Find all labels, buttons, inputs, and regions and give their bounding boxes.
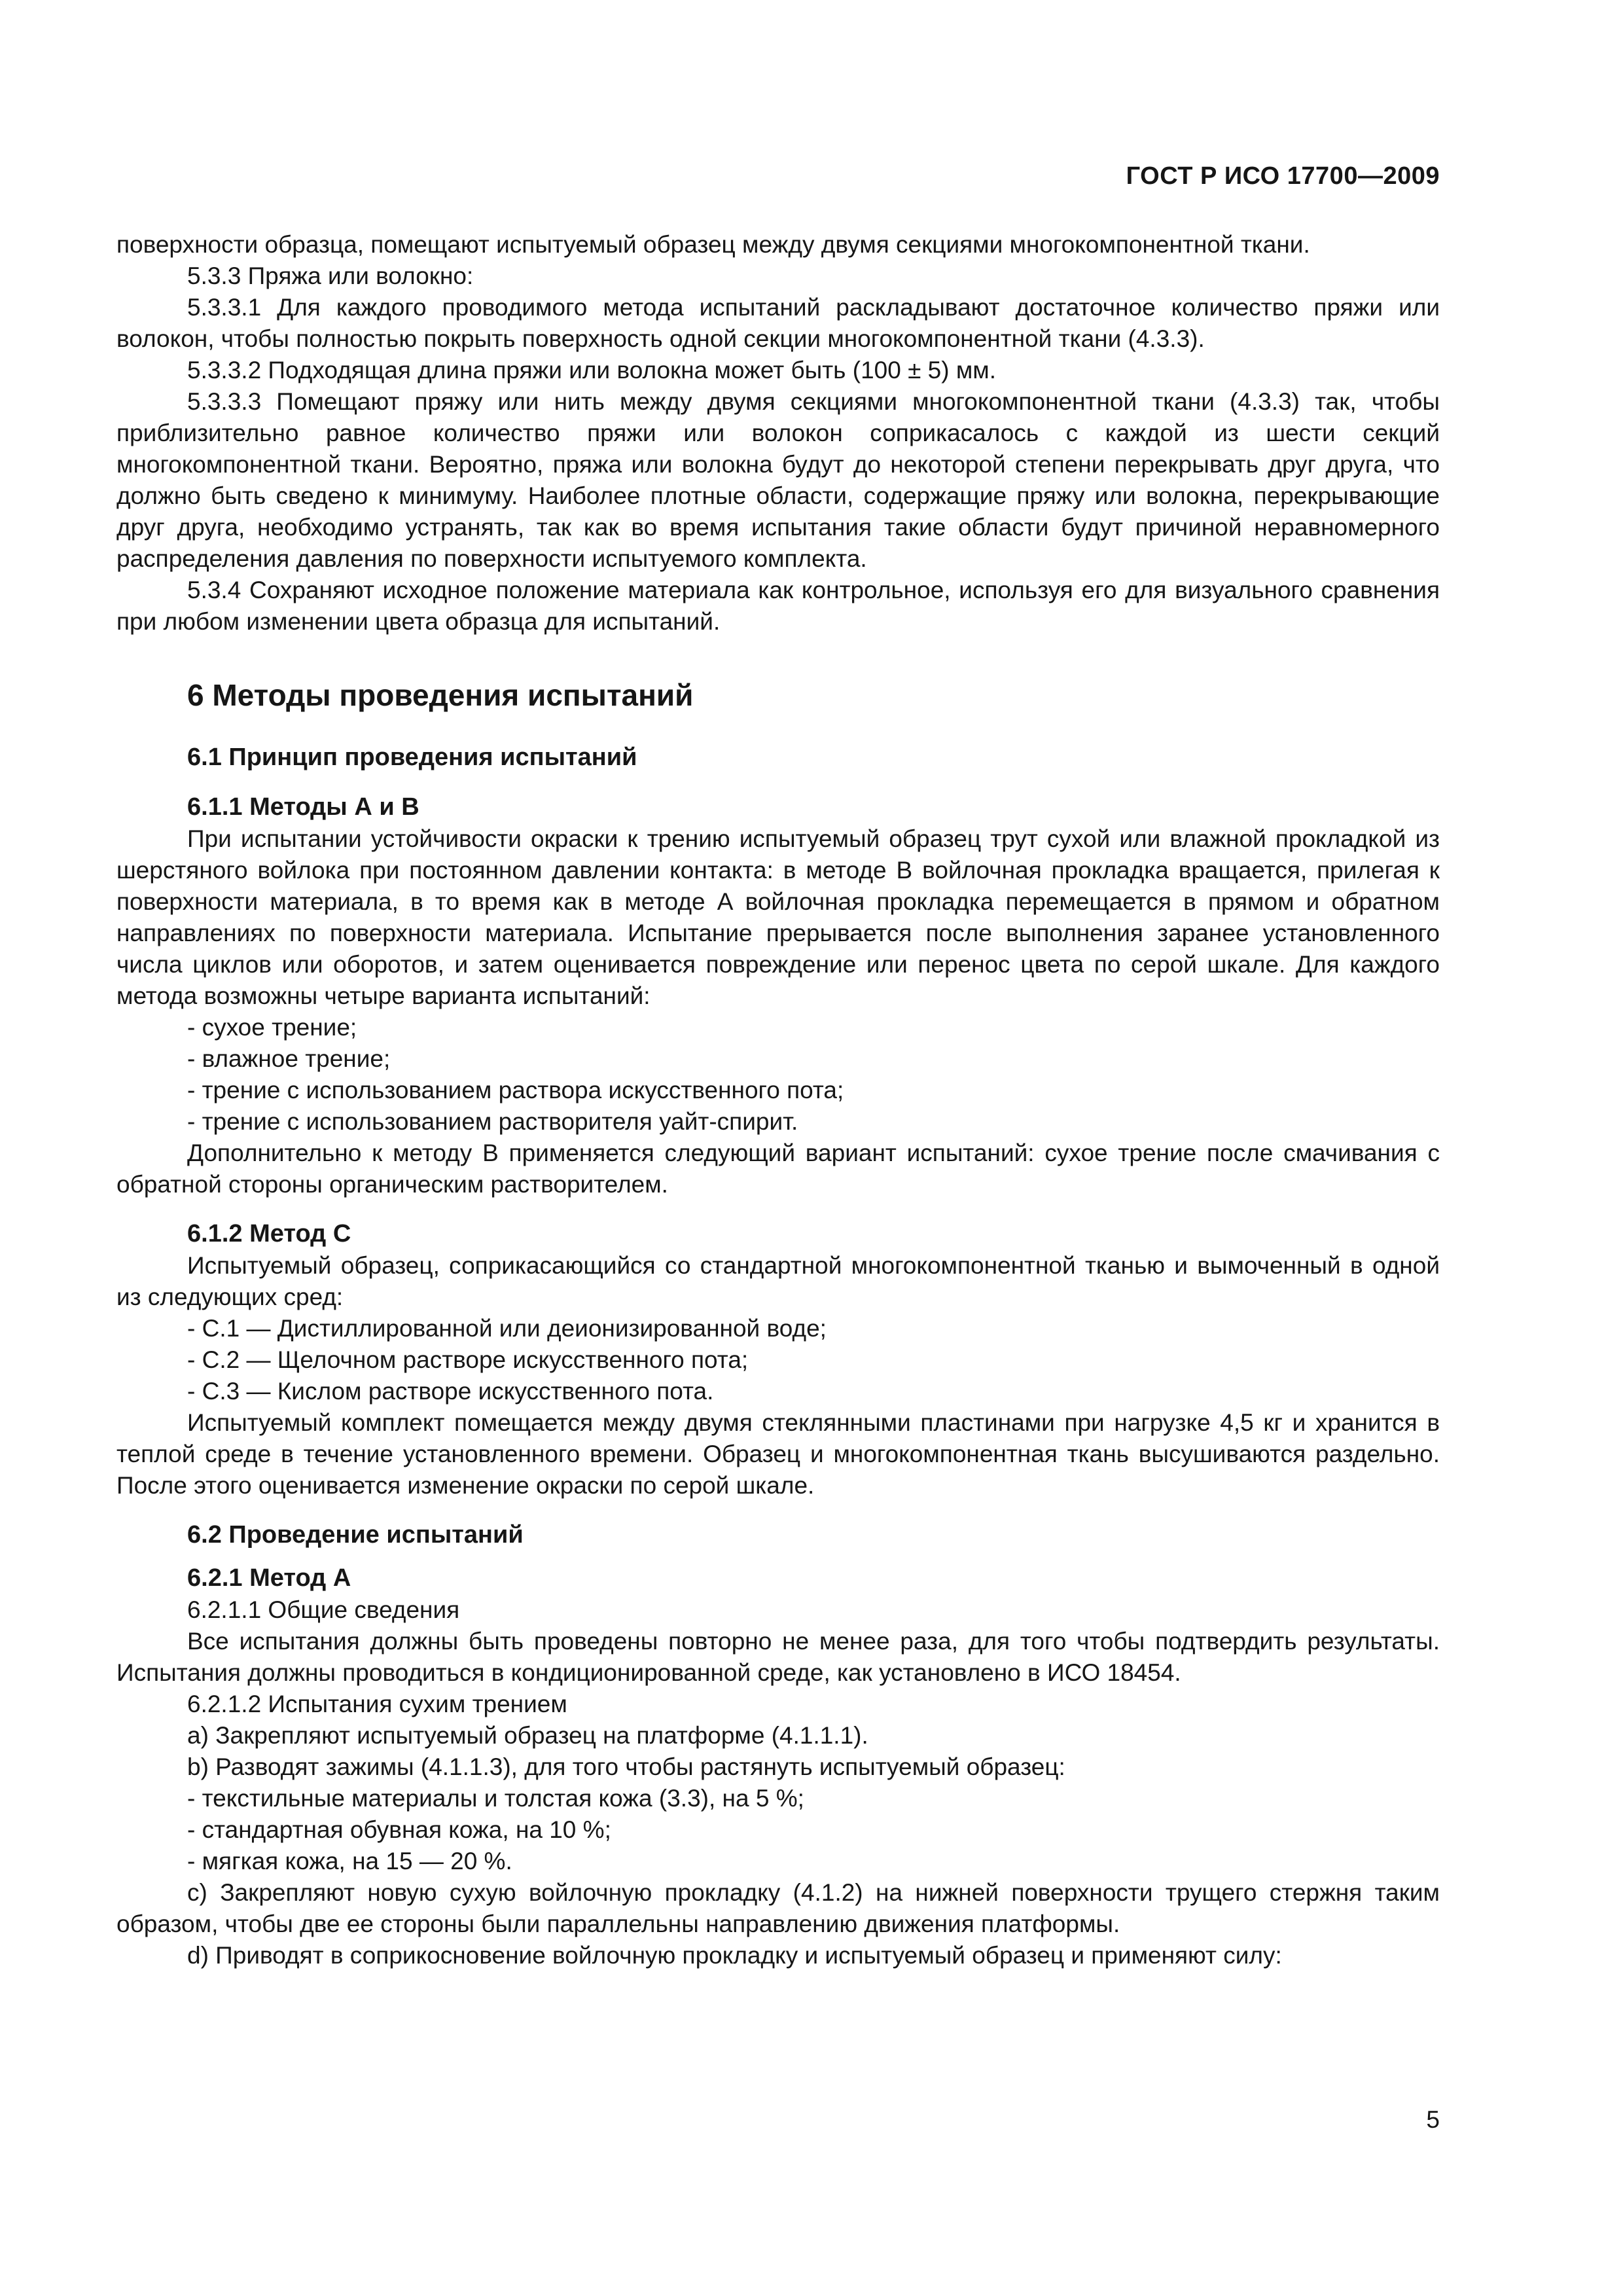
list-item: - трение с использованием растворителя уайт-спирит. <box>187 1108 798 1135</box>
paragraph: 5.3.3 Пряжа или волокно: <box>187 262 474 289</box>
paragraph: b) Разводят зажимы (4.1.1.3), для того чтобы растянуть испытуемый образец: <box>187 1753 1065 1780</box>
subsection-heading-6-2-1: 6.2.1 Метод А <box>187 1564 351 1592</box>
list-item: - С.1 — Дистиллированной или деионизированной воде; <box>187 1315 827 1342</box>
paragraph: При испытании устойчивости окраски к трению испытуемый образец трут сухой или влажной прокладкой из шерстяного войлока при постоянном давлении контакта: в методе В войлочная прокладка вращается, прилегая к поверхности материала, в то время как в методе А войлочная прокладка перемещается в прямом и обратном направлениях по поверхности материала. Испытание прерывается после выполнения заранее установленного числа циклов или оборотов, и затем оценивается повреждение или перенос цвета по серой шкале. Для каждого метода возможны четыре варианта испытаний: <box>116 825 1440 1009</box>
paragraph: поверхности образца, помещают испытуемый образец между двумя секциями многокомпонентной ткани. <box>116 231 1310 258</box>
document-code-header: ГОСТ Р ИСО 17700—2009 <box>1126 162 1440 190</box>
section-heading-6: 6 Методы проведения испытаний <box>187 678 694 712</box>
subsection-heading-6-2: 6.2 Проведение испытаний <box>187 1521 524 1549</box>
paragraph: d) Приводят в соприкосновение войлочную прокладку и испытуемый образец и применяют силу: <box>187 1942 1282 1969</box>
subsection-heading-6-1: 6.1 Принцип проведения испытаний <box>187 744 637 771</box>
paragraph: 6.2.1.1 Общие сведения <box>187 1596 460 1623</box>
paragraph: 6.2.1.2 Испытания сухим трением <box>187 1691 567 1717</box>
list-item: - С.3 — Кислом растворе искусственного пота. <box>187 1378 714 1405</box>
paragraph: Все испытания должны быть проведены повторно не менее раза, для того чтобы подтвердить результаты. Испытания должны проводиться в кондиционированной среде, как установлено в ИСО 18454. <box>116 1628 1440 1686</box>
paragraph: 5.3.4 Сохраняют исходное положение материала как контрольное, используя его для визуального сравнения при любом изменении цвета образца для испытаний. <box>116 577 1440 635</box>
list-item: - стандартная обувная кожа, на 10 %; <box>187 1816 611 1843</box>
subsection-heading-6-1-1: 6.1.1 Методы А и В <box>187 793 419 821</box>
paragraph: c) Закрепляют новую сухую войлочную прокладку (4.1.2) на нижней поверхности трущего стержня таким образом, чтобы две ее стороны были параллельны направлению движения платформы. <box>116 1879 1440 1937</box>
list-item: - С.2 — Щелочном растворе искусственного пота; <box>187 1346 749 1373</box>
subsection-heading-6-1-2: 6.1.2 Метод С <box>187 1220 351 1247</box>
paragraph: 5.3.3.1 Для каждого проводимого метода испытаний раскладывают достаточное количество пряжи или волокон, чтобы полностью покрыть поверхность одной секции многокомпонентной ткани (4.3.3). <box>116 294 1440 352</box>
list-item: - мягкая кожа, на 15 — 20 %. <box>187 1848 512 1874</box>
list-item: - трение с использованием раствора искусственного пота; <box>187 1077 844 1103</box>
list-item: - сухое трение; <box>187 1014 357 1041</box>
paragraph: Испытуемый образец, соприкасающийся со стандартной многокомпонентной тканью и вымоченный в одной из следующих сред: <box>116 1252 1440 1310</box>
paragraph: a) Закрепляют испытуемый образец на платформе (4.1.1.1). <box>187 1722 868 1749</box>
list-item: - текстильные материалы и толстая кожа (3.3), на 5 %; <box>187 1785 804 1812</box>
list-item: - влажное трение; <box>187 1045 391 1072</box>
paragraph: Дополнительно к методу В применяется следующий вариант испытаний: сухое трение после смачивания с обратной стороны органическим растворителем. <box>116 1139 1440 1198</box>
page-body <box>116 229 1440 1971</box>
paragraph: 5.3.3.2 Подходящая длина пряжи или волокна может быть (100 ± 5) мм. <box>187 357 996 384</box>
page-number: 5 <box>1426 2106 1440 2133</box>
paragraph: 5.3.3.3 Помещают пряжу или нить между двумя секциями многокомпонентной ткани (4.3.3) так, чтобы приблизительно равное количество пряжи или волокон соприкасалось с каждой из шести секций многокомпонентной ткани. Вероятно, пряжа или волокна будут до некоторой степени перекрывать друг друга, что должно быть сведено к минимуму. Наиболее плотные области, содержащие пряжу или волокна, перекрывающие друг друга, необходимо устранять, так как во время испытания такие области будут причиной неравномерного распределения давления по поверхности испытуемого комплекта. <box>116 388 1440 572</box>
paragraph: Испытуемый комплект помещается между двумя стеклянными пластинами при нагрузке 4,5 кг и хранится в теплой среде в течение установленного времени. Образец и многокомпонентная ткань высушиваются раздельно. После этого оценивается изменение окраски по серой шкале. <box>116 1409 1440 1499</box>
